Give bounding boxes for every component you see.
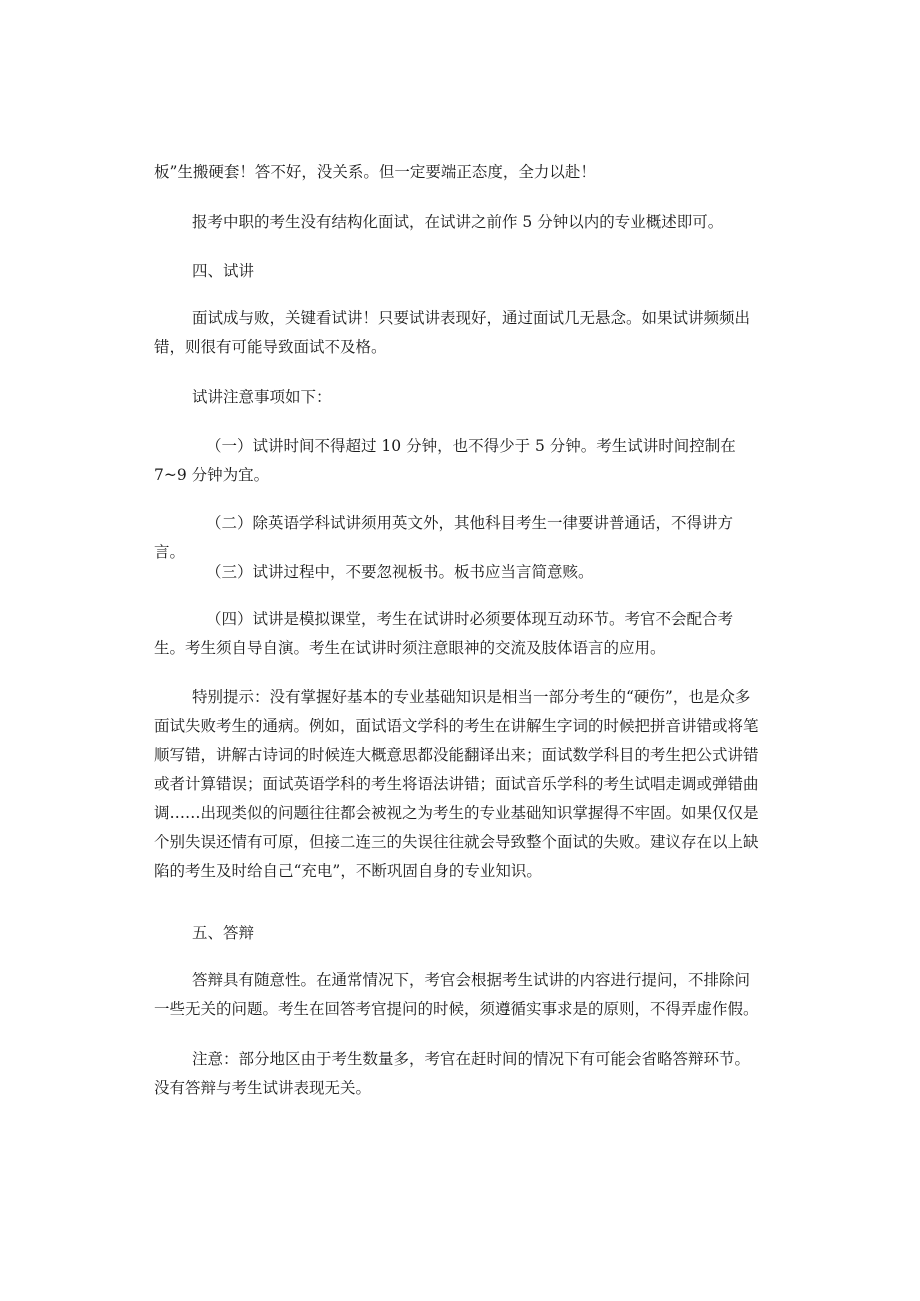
heading-text: 五、答辩 <box>192 924 255 942</box>
section-heading-trial-lecture <box>154 257 760 286</box>
paragraph-defense-intro <box>154 966 760 1024</box>
list-item-3 <box>154 558 760 587</box>
paragraph-text: （一）试讲时间不得超过 10 分钟，也不得少于 5 分钟。考生试讲时间控制在 7~9 分钟为宜。 <box>154 437 741 484</box>
paragraph-trial-lecture-intro <box>154 304 760 362</box>
paragraph-text: （三）试讲过程中，不要忽视板书。板书应当言简意赅。 <box>206 563 594 581</box>
paragraph-text: 特别提示：没有掌握好基本的专业基础知识是相当一部分考生的“硬伤”，也是众多面试失败考生的通病。例如，面试语文学科的考生在讲解生字词的时候把拼音讲错或将笔顺写错，讲解古诗词的时候连大概意思都没能翻译出来；面试数学科目的考生把公式讲错或者计算错误；面试英语学科的考生将语法讲错；面试音乐学科的考生试唱走调或弹错曲调……出现类似的问题往往都会被视之为考生的专业基础知识掌握得不牢固。如果仅仅是个别失误还情有可原，但接二连三的失误往往就会导致整个面试的失败。建议存在以上缺陷的考生及时给自己“充电”，不断巩固自身的专业知识。 <box>154 688 759 880</box>
list-item-4 <box>154 605 760 663</box>
paragraph-vocational-note <box>154 208 760 237</box>
paragraph-special-tip <box>154 683 760 886</box>
paragraph-continuation <box>154 158 760 187</box>
paragraph-defense-note <box>154 1045 760 1103</box>
section-heading-defense <box>154 919 760 948</box>
paragraph-text: （四）试讲是模拟课堂，考生在试讲时必须要体现互动环节。考官不会配合考生。考生须自导自演。考生在试讲时须注意眼神的交流及肢体语言的应用。 <box>154 610 734 657</box>
paragraph-text: 答辩具有随意性。在通常情况下，考官会根据考生试讲的内容进行提问，不排除问一些无关的问题。考生在回答考官提问的时候，须遵循实事求是的原则，不得弄虚作假。 <box>154 971 759 1018</box>
paragraph-text: （二）除英语学科试讲须用英文外，其他科目考生一律要讲普通话，不得讲方言。 <box>154 514 734 561</box>
paragraph-text: 试讲注意事项如下： <box>192 388 332 406</box>
paragraph-text: 板”生搬硬套！答不好，没关系。但一定要端正态度，全力以赴！ <box>154 163 596 181</box>
paragraph-text: 报考中职的考生没有结构化面试，在试讲之前作 5 分钟以内的专业概述即可。 <box>192 213 724 231</box>
list-item-1 <box>154 432 760 490</box>
paragraph-text: 面试成与败，关键看试讲！只要试讲表现好，通过面试几无悬念。如果试讲频频出错，则很有可能导致面试不及格。 <box>154 309 751 356</box>
paragraph-notes-heading <box>154 383 760 412</box>
heading-text: 四、试讲 <box>192 262 255 280</box>
paragraph-text: 注意：部分地区由于考生数量多，考官在赶时间的情况下有可能会省略答辩环节。没有答辩与考生试讲表现无关。 <box>154 1050 751 1097</box>
